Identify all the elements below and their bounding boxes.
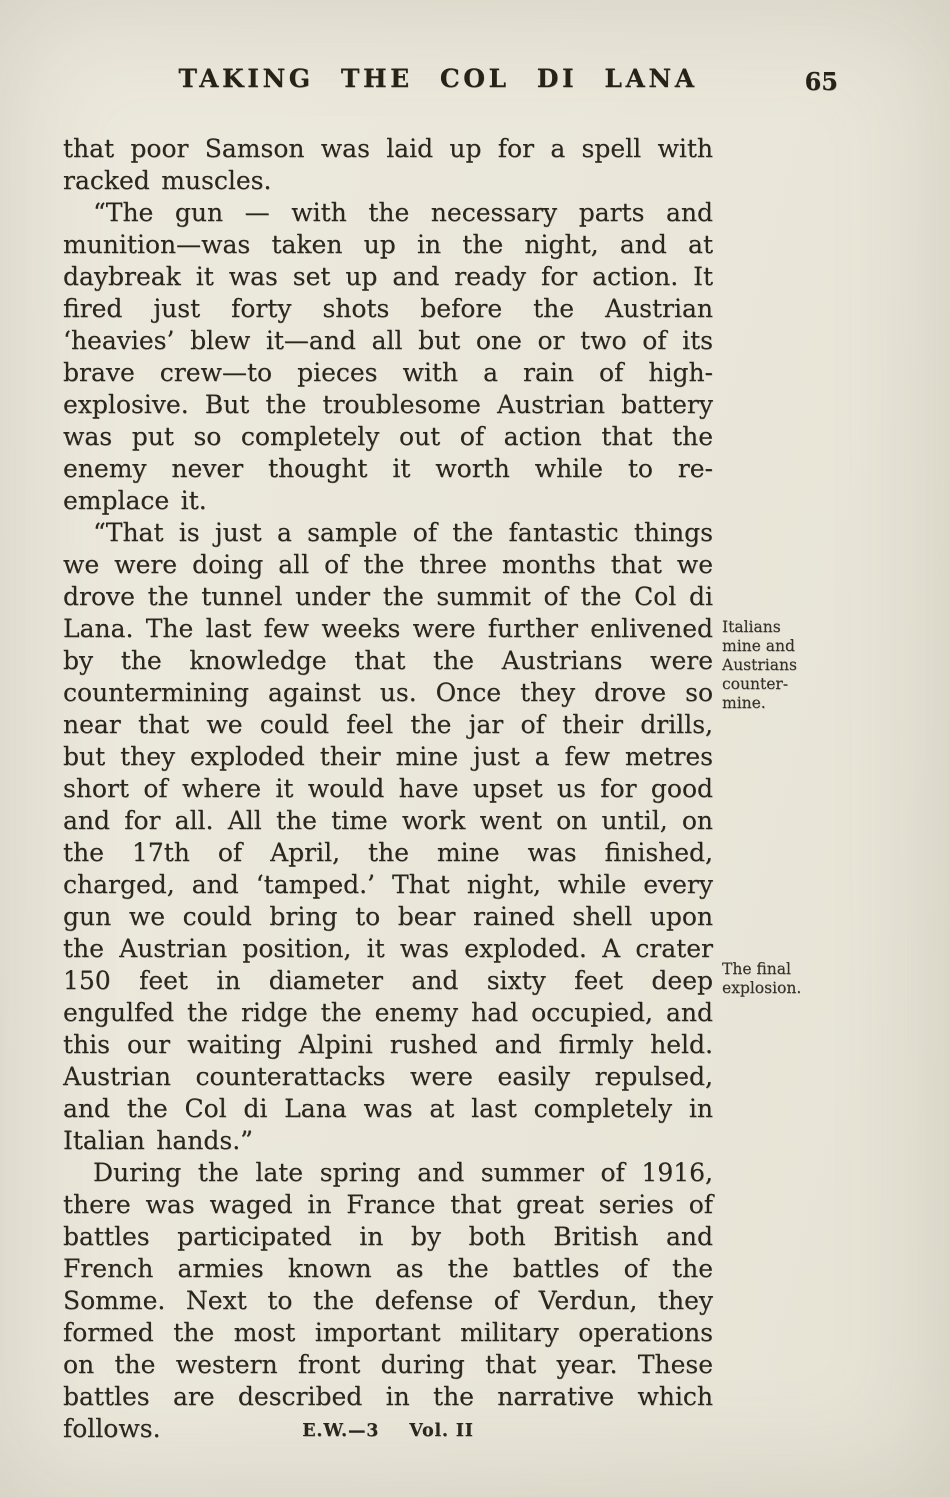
running-title: TAKING THE COL DI LANA xyxy=(178,64,698,93)
volume-label: Vol. II xyxy=(409,1421,474,1441)
paragraph-the-gun: “The gun — with the necessary parts and munition—was taken up in the night, and at daybreak it was set up and ready for action. It fired just forty shots before the Austrian ‘heavies’ blew it—and all but one or two of its brave crew—to pieces with a rain of high-explosive. But the troublesome Austrian battery was put so completely out of action that the enemy never thought it worth while to re-emplace it. xyxy=(63,198,713,515)
paragraph-continuation: that poor Samson was laid up for a spell with racked muscles. xyxy=(63,134,713,195)
text-block xyxy=(63,133,713,1445)
page-footer xyxy=(63,1421,713,1441)
sidenote-italians-mine: Italians mine and Austrians counter-mine. xyxy=(722,618,797,712)
printer-signature: E.W.—3 xyxy=(302,1421,380,1441)
paragraph-countermining: “That is just a sample of the fantastic things we were doing all of the three months that we drove the tunnel under the summit of the Col di Lana. The last few weeks were further enlivened by the knowledge that the Austrians were countermining against us. Once they drove so near that we could feel the jar of their drills, but they exploded their mine just a few metres short of where it would have upset us for good and for all. All the time work went on until, on the 17th of April, the mine was finished, charged, and ‘tamped.’ That night, while every gun we could bring to bear rained shell upon the Austrian position, it was exploded. A crater 150 feet in diameter and sixty feet deep engulfed the ridge the enemy had occupied, and this our waiting Alpini rushed and firmly held. Austrian counterattacks were easily repulsed, and the Col di Lana was at last completely in Italian hands.” xyxy=(63,518,713,1155)
paragraph-somme: During the late spring and summer of 1916, there was waged in France that great series of battles participated in by both British and French armies known as the battles of the Somme. Next to the defense of Verdun, they formed the most important military operations on the western front during that year. These battles are described in the narrative which follows. xyxy=(63,1158,713,1443)
sidenote-final-explosion: The final explosion. xyxy=(722,960,802,997)
page-number: 65 xyxy=(804,67,838,96)
